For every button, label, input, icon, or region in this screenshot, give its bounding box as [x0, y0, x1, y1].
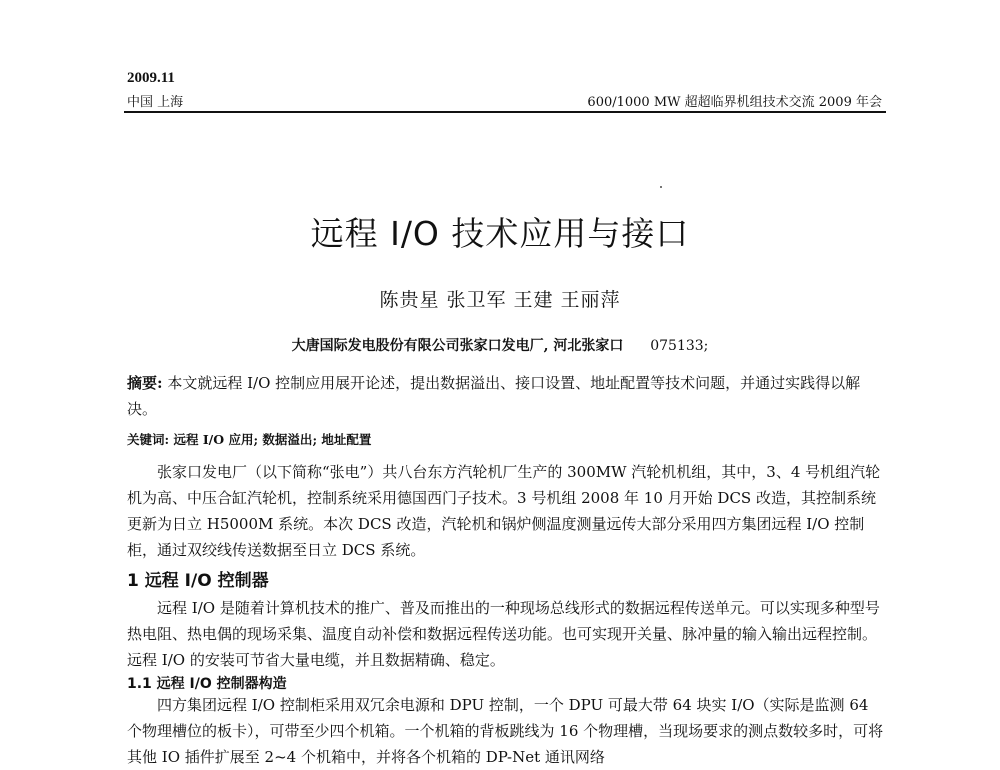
abstract — [127, 370, 887, 422]
section-1-heading: 1 远程 I/O 控制器 — [127, 571, 269, 591]
section-1-1-heading: 1.1 远程 I/O 控制器构造 — [127, 676, 287, 692]
affiliation-zip: 075133; — [650, 338, 709, 354]
abstract-text: 本文就远程 I/O 控制应用展开论述，提出数据溢出、接口设置、地址配置等技术问题，并通过实践得以解决。 — [127, 374, 861, 418]
header-rule — [124, 111, 886, 113]
paper-title: 远程 I/O 技术应用与接口 — [310, 214, 690, 253]
section-1-1-paragraph: 四方集团远程 I/O 控制柜采用双冗余电源和 DPU 控制，一个 DPU 可最大带 64 块实 I/O（实际是监测 64 个物理槽位的板卡），可带至少四个机箱。一个机箱的背板跳线为 16 个物理槽，当现场要求的测点数较多时，可将其他 IO 插件扩展至 2~4 个机箱中，并将各个机箱的 DP-Net 通讯网络 — [127, 696, 884, 766]
scan-speck — [660, 186, 662, 188]
intro-paragraph: 张家口发电厂（以下简称“张电”）共八台东方汽轮机厂生产的 300MW 汽轮机机组，其中，3、4 号机组汽轮机为高、中压合缸汽轮机，控制系统采用德国西门子技术。3 号机组 2008 年 10 月开始 DCS 改造，其控制系统更新为日立 H5000M 系统。本次 DCS 改造，汽轮机和锅炉侧温度测量远传大部分采用四方集团远程 I/O 控制柜，通过双绞线传送数据至日立 DCS 系统。 — [127, 463, 881, 559]
affiliation-text: 大唐国际发电股份有限公司张家口发电厂, 河北张家口 — [291, 338, 624, 354]
abstract-label: 摘要: — [127, 374, 163, 392]
paper-affiliation — [0, 335, 1000, 355]
header-conference: 600/1000 MW 超超临界机组技术交流 2009 年会 — [587, 95, 882, 110]
paper-authors: 陈贵星 张卫军 王建 王丽萍 — [379, 289, 621, 311]
header-year: 2009.11 — [127, 70, 175, 86]
keywords: 关键词: 远程 I/O 应用; 数据溢出; 地址配置 — [127, 432, 372, 447]
section-1-paragraph: 远程 I/O 是随着计算机技术的推广、普及而推出的一种现场总线形式的数据远程传送单元。可以实现多种型号热电阻、热电偶的现场采集、温度自动补偿和数据远程传送功能。也可实现开关量、脉冲量的输入输出远程控制。远程 I/O 的安装可节省大量电缆，并且数据精确、稳定。 — [127, 599, 880, 669]
header-location: 中国 上海 — [127, 95, 184, 110]
